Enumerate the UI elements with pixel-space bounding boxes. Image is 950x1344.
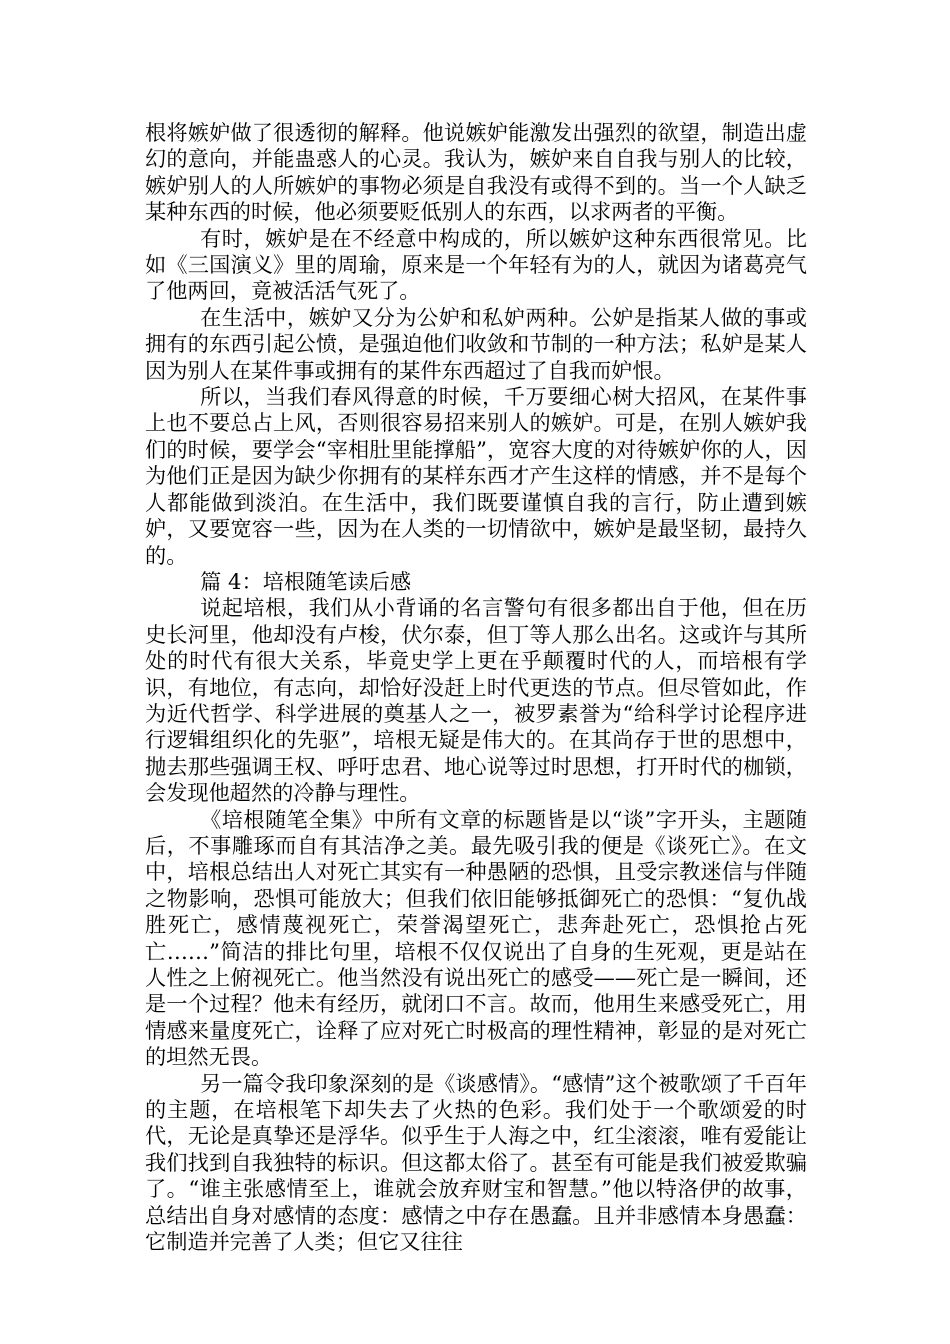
paragraph-continuation: 根将嫉妒做了很透彻的解释。他说嫉妒能激发出强烈的欲望，制造出虚幻的意向，并能蛊惑人的心灵。我认为，嫉妒来自自我与别人的比较，嫉妒别人的人所嫉妒的事物必须是自我没有或得不到的。当一个人缺乏某种东西的时候，他必须要贬低别人的东西，以求两者的平衡。 — [145, 120, 807, 225]
paragraph: 在生活中，嫉妒又分为公妒和私妒两种。公妒是指某人做的事或拥有的东西引起公愤，是强迫他们收敛和节制的一种方法；私妒是某人因为别人在某件事或拥有的某件东西超过了自我而妒恨。 — [145, 304, 807, 383]
section-heading: 篇 4：培根随笔读后感 — [200, 568, 412, 594]
paragraph: 另一篇令我印象深刻的是《谈感情》。“感情”这个被歌颂了千百年的主题，在培根笔下却失去了火热的色彩。我们处于一个歌颂爱的时代，无论是真挚还是浮华。似乎生于人海之中，红尘滚滚，唯有爱能让我们找到自我独特的标识。但这都太俗了。甚至有可能是我们被爱欺骗了。“谁主张感情至上，谁就会放弃财宝和智慧。”他以特洛伊的故事，总结出自身对感情的态度：感情之中存在愚蠢。且并非感情本身愚蠢：它制造并完善了人类；但它又往往 — [145, 1070, 807, 1255]
paragraph: 《培根随笔全集》中所有文章的标题皆是以“谈”字开头，主题随后，不事雕琢而自有其洁净之美。最先吸引我的便是《谈死亡》。在文中，培根总结出人对死亡其实有一种愚陋的恐惧，且受宗教迷信与伴随之物影响，恐惧可能放大；但我们依旧能够抵御死亡的恐惧：“复仇战胜死亡，感情蔑视死亡，荣誉渴望死亡，悲奔赴死亡，恐惧抢占死亡……”简洁的排比句里，培根不仅仅说出了自身的生死观，更是站在人性之上俯视死亡。他当然没有说出死亡的感受——死亡是一瞬间，还是一个过程？他未有经历，就闭口不言。故而，他用生来感受死亡，用情感来量度死亡，诠释了应对死亡时极高的理性精神，彰显的是对死亡的坦然无畏。 — [145, 806, 807, 1070]
paragraph: 所以，当我们春风得意的时候，千万要细心树大招风，在某件事上也不要总占上风，否则很容易招来别人的嫉妒。可是，在别人嫉妒我们的时候，要学会“宰相肚里能撑船”，宽容大度的对待嫉妒你的人，因为他们正是因为缺少你拥有的某样东西才产生这样的情感，并不是每个人都能做到淡泊。在生活中，我们既要谨慎自我的言行，防止遭到嫉妒，又要宽容一些，因为在人类的一切情欲中，嫉妒是最坚韧，最持久的。 — [145, 384, 807, 568]
paragraph: 说起培根，我们从小背诵的名言警句有很多都出自于他，但在历史长河里，他却没有卢梭，伏尔泰，但丁等人那么出名。这或许与其所处的时代有很大关系，毕竟史学上更在乎颠覆时代的人，而培根有学识，有地位，有志向，却恰好没赶上时代更迭的节点。但尽管如此，作为近代哲学、科学进展的奠基人之一，被罗素誉为“给科学讨论程序进行逻辑组织化的先驱”，培根无疑是伟大的。在其尚存于世的思想中，抛去那些强调王权、呼吁忠君、地心说等过时思想，打开时代的枷锁，会发现他超然的冷静与理性。 — [145, 595, 807, 806]
paragraph: 有时，嫉妒是在不经意中构成的，所以嫉妒这种东西很常见。比如《三国演义》里的周瑜，原来是一个年轻有为的人，就因为诸葛亮气了他两回，竟被活活气死了。 — [145, 225, 807, 304]
document-body — [145, 120, 807, 1255]
